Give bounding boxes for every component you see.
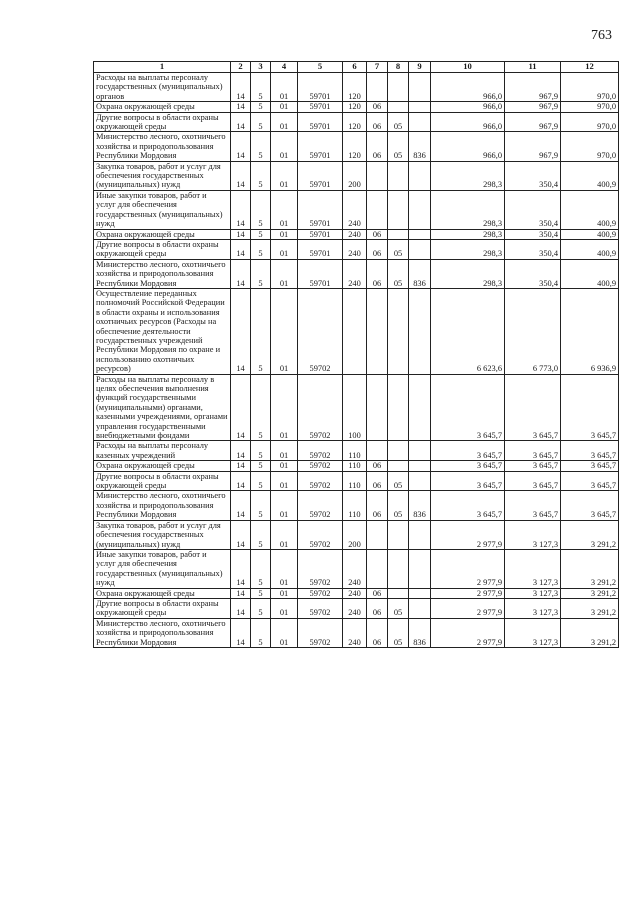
column-header: 9 xyxy=(409,62,431,73)
code-col-3: 5 xyxy=(251,288,271,374)
code-col-2: 14 xyxy=(231,259,251,288)
code-expense-type: 240 xyxy=(343,259,367,288)
column-header: 6 xyxy=(343,62,367,73)
code-target: 59702 xyxy=(298,461,343,471)
code-col-3: 5 xyxy=(251,618,271,647)
code-expense-type: 110 xyxy=(343,471,367,491)
amount-year-2: 3 645,7 xyxy=(505,461,561,471)
code-subsection: 05 xyxy=(388,618,409,647)
amount-year-1: 298,3 xyxy=(431,229,505,239)
item-name: Охрана окружающей среды xyxy=(94,102,231,112)
amount-year-2: 3 645,7 xyxy=(505,441,561,461)
amount-year-1: 298,3 xyxy=(431,161,505,190)
amount-year-1: 2 977,9 xyxy=(431,598,505,618)
code-col-2: 14 xyxy=(231,491,251,520)
amount-year-1: 3 645,7 xyxy=(431,461,505,471)
amount-year-2: 350,4 xyxy=(505,239,561,259)
item-name: Охрана окружающей среды xyxy=(94,229,231,239)
amount-year-3: 970,0 xyxy=(561,132,619,161)
table-row xyxy=(94,618,619,647)
item-name: Министерство лесного, охотничьего хозяйства и природопользования Республики Мордовия xyxy=(94,132,231,161)
code-target: 59701 xyxy=(298,102,343,112)
code-col-3: 5 xyxy=(251,190,271,229)
item-name: Охрана окружающей среды xyxy=(94,461,231,471)
code-col-2: 14 xyxy=(231,239,251,259)
amount-year-1: 6 623,6 xyxy=(431,288,505,374)
code-ministry xyxy=(409,588,431,598)
code-section xyxy=(367,161,388,190)
item-name: Осуществление переданных полномочий Российской Федерации в области охраны и использования охотничьих ресурсов (Расходы на обеспечение деятельности государственных учреждений Республики Мордовия по охране и использованию охотничьих ресурсов) xyxy=(94,288,231,374)
code-ministry xyxy=(409,73,431,102)
code-subsection: 05 xyxy=(388,259,409,288)
code-col-4: 01 xyxy=(271,588,298,598)
amount-year-2: 3 645,7 xyxy=(505,374,561,441)
code-col-3: 5 xyxy=(251,73,271,102)
code-expense-type: 120 xyxy=(343,102,367,112)
column-header: 8 xyxy=(388,62,409,73)
code-expense-type: 240 xyxy=(343,239,367,259)
budget-table xyxy=(93,61,619,648)
code-subsection xyxy=(388,161,409,190)
code-expense-type xyxy=(343,288,367,374)
amount-year-2: 350,4 xyxy=(505,190,561,229)
code-target: 59702 xyxy=(298,520,343,549)
code-target: 59701 xyxy=(298,112,343,132)
amount-year-2: 967,9 xyxy=(505,112,561,132)
item-name: Другие вопросы в области охраны окружающей среды xyxy=(94,239,231,259)
code-col-2: 14 xyxy=(231,374,251,441)
code-subsection xyxy=(388,102,409,112)
item-name: Закупка товаров, работ и услуг для обеспечения государственных (муниципальных) нужд xyxy=(94,161,231,190)
item-name: Закупка товаров, работ и услуг для обеспечения государственных (муниципальных) нужд xyxy=(94,520,231,549)
amount-year-3: 970,0 xyxy=(561,73,619,102)
amount-year-1: 966,0 xyxy=(431,73,505,102)
column-header: 5 xyxy=(298,62,343,73)
table-row xyxy=(94,102,619,112)
table-header-row xyxy=(94,62,619,73)
code-col-3: 5 xyxy=(251,239,271,259)
column-header: 7 xyxy=(367,62,388,73)
amount-year-2: 3 127,3 xyxy=(505,598,561,618)
code-ministry xyxy=(409,239,431,259)
amount-year-3: 970,0 xyxy=(561,112,619,132)
code-col-2: 14 xyxy=(231,288,251,374)
amount-year-1: 966,0 xyxy=(431,132,505,161)
code-col-3: 5 xyxy=(251,259,271,288)
item-name: Министерство лесного, охотничьего хозяйства и природопользования Республики Мордовия xyxy=(94,491,231,520)
amount-year-2: 3 127,3 xyxy=(505,520,561,549)
code-subsection xyxy=(388,374,409,441)
column-header: 10 xyxy=(431,62,505,73)
code-col-3: 5 xyxy=(251,112,271,132)
code-section: 06 xyxy=(367,471,388,491)
table-row xyxy=(94,190,619,229)
item-name: Другие вопросы в области охраны окружающей среды xyxy=(94,471,231,491)
code-target: 59701 xyxy=(298,161,343,190)
code-target: 59701 xyxy=(298,73,343,102)
amount-year-3: 3 645,7 xyxy=(561,471,619,491)
code-col-3: 5 xyxy=(251,102,271,112)
code-col-2: 14 xyxy=(231,102,251,112)
code-col-4: 01 xyxy=(271,441,298,461)
code-subsection xyxy=(388,190,409,229)
code-ministry: 836 xyxy=(409,132,431,161)
amount-year-3: 3 291,2 xyxy=(561,588,619,598)
item-name: Другие вопросы в области охраны окружающей среды xyxy=(94,112,231,132)
code-target: 59701 xyxy=(298,259,343,288)
code-col-2: 14 xyxy=(231,471,251,491)
code-col-2: 14 xyxy=(231,461,251,471)
code-col-4: 01 xyxy=(271,112,298,132)
table-row xyxy=(94,471,619,491)
code-col-4: 01 xyxy=(271,374,298,441)
code-col-4: 01 xyxy=(271,239,298,259)
code-target: 59702 xyxy=(298,588,343,598)
code-expense-type: 240 xyxy=(343,588,367,598)
code-section: 06 xyxy=(367,132,388,161)
code-col-2: 14 xyxy=(231,161,251,190)
code-target: 59702 xyxy=(298,441,343,461)
code-section xyxy=(367,288,388,374)
code-col-4: 01 xyxy=(271,161,298,190)
code-col-2: 14 xyxy=(231,588,251,598)
code-col-2: 14 xyxy=(231,520,251,549)
code-col-2: 14 xyxy=(231,229,251,239)
code-expense-type: 200 xyxy=(343,161,367,190)
amount-year-1: 2 977,9 xyxy=(431,588,505,598)
code-col-3: 5 xyxy=(251,520,271,549)
amount-year-1: 2 977,9 xyxy=(431,520,505,549)
code-section xyxy=(367,520,388,549)
code-col-4: 01 xyxy=(271,190,298,229)
amount-year-3: 400,9 xyxy=(561,229,619,239)
table-row xyxy=(94,588,619,598)
code-col-4: 01 xyxy=(271,461,298,471)
amount-year-3: 3 291,2 xyxy=(561,549,619,588)
amount-year-3: 3 645,7 xyxy=(561,461,619,471)
column-header: 4 xyxy=(271,62,298,73)
table-row xyxy=(94,549,619,588)
code-section xyxy=(367,374,388,441)
code-subsection: 05 xyxy=(388,132,409,161)
code-col-4: 01 xyxy=(271,598,298,618)
table-row xyxy=(94,461,619,471)
code-subsection xyxy=(388,520,409,549)
code-col-3: 5 xyxy=(251,132,271,161)
code-target: 59702 xyxy=(298,598,343,618)
code-section xyxy=(367,190,388,229)
code-expense-type: 120 xyxy=(343,132,367,161)
amount-year-3: 400,9 xyxy=(561,259,619,288)
code-expense-type: 240 xyxy=(343,549,367,588)
code-expense-type: 200 xyxy=(343,520,367,549)
code-target: 59702 xyxy=(298,374,343,441)
amount-year-2: 3 127,3 xyxy=(505,618,561,647)
amount-year-2: 967,9 xyxy=(505,73,561,102)
code-subsection xyxy=(388,229,409,239)
code-subsection: 05 xyxy=(388,598,409,618)
amount-year-1: 298,3 xyxy=(431,190,505,229)
item-name: Иные закупки товаров, работ и услуг для обеспечения государственных (муниципальных) нужд xyxy=(94,190,231,229)
amount-year-2: 6 773,0 xyxy=(505,288,561,374)
code-section: 06 xyxy=(367,239,388,259)
code-expense-type: 110 xyxy=(343,441,367,461)
amount-year-1: 298,3 xyxy=(431,259,505,288)
table-row xyxy=(94,491,619,520)
code-target: 59702 xyxy=(298,471,343,491)
item-name: Министерство лесного, охотничьего хозяйства и природопользования Республики Мордовия xyxy=(94,618,231,647)
table-row xyxy=(94,259,619,288)
amount-year-1: 2 977,9 xyxy=(431,549,505,588)
amount-year-2: 350,4 xyxy=(505,161,561,190)
column-header: 2 xyxy=(231,62,251,73)
code-expense-type: 240 xyxy=(343,598,367,618)
code-ministry xyxy=(409,374,431,441)
table-row xyxy=(94,73,619,102)
code-subsection xyxy=(388,73,409,102)
code-col-2: 14 xyxy=(231,190,251,229)
amount-year-3: 400,9 xyxy=(561,190,619,229)
amount-year-1: 2 977,9 xyxy=(431,618,505,647)
amount-year-3: 3 291,2 xyxy=(561,618,619,647)
column-header: 11 xyxy=(505,62,561,73)
code-col-3: 5 xyxy=(251,491,271,520)
code-section xyxy=(367,441,388,461)
code-ministry: 836 xyxy=(409,491,431,520)
amount-year-2: 3 645,7 xyxy=(505,491,561,520)
code-subsection xyxy=(388,549,409,588)
code-target: 59701 xyxy=(298,132,343,161)
code-expense-type: 240 xyxy=(343,190,367,229)
code-target: 59702 xyxy=(298,491,343,520)
item-name: Охрана окружающей среды xyxy=(94,588,231,598)
code-section: 06 xyxy=(367,461,388,471)
amount-year-2: 350,4 xyxy=(505,229,561,239)
code-section: 06 xyxy=(367,491,388,520)
code-col-3: 5 xyxy=(251,441,271,461)
code-section: 06 xyxy=(367,259,388,288)
code-subsection xyxy=(388,288,409,374)
table-row xyxy=(94,288,619,374)
code-expense-type: 240 xyxy=(343,618,367,647)
code-col-4: 01 xyxy=(271,491,298,520)
code-col-4: 01 xyxy=(271,73,298,102)
amount-year-1: 3 645,7 xyxy=(431,374,505,441)
code-ministry xyxy=(409,112,431,132)
table-row xyxy=(94,239,619,259)
item-name: Другие вопросы в области охраны окружающей среды xyxy=(94,598,231,618)
table-row xyxy=(94,520,619,549)
code-section: 06 xyxy=(367,229,388,239)
amount-year-2: 967,9 xyxy=(505,102,561,112)
amount-year-1: 3 645,7 xyxy=(431,471,505,491)
column-header: 3 xyxy=(251,62,271,73)
code-expense-type: 110 xyxy=(343,461,367,471)
column-header: 1 xyxy=(94,62,231,73)
code-section: 06 xyxy=(367,598,388,618)
code-col-3: 5 xyxy=(251,374,271,441)
code-target: 59702 xyxy=(298,549,343,588)
code-col-2: 14 xyxy=(231,441,251,461)
amount-year-2: 3 127,3 xyxy=(505,588,561,598)
code-subsection: 05 xyxy=(388,239,409,259)
item-name: Расходы на выплаты персоналу государственных (муниципальных) органов xyxy=(94,73,231,102)
amount-year-3: 3 645,7 xyxy=(561,491,619,520)
code-ministry xyxy=(409,461,431,471)
amount-year-3: 970,0 xyxy=(561,102,619,112)
code-ministry: 836 xyxy=(409,618,431,647)
code-section: 06 xyxy=(367,102,388,112)
code-col-4: 01 xyxy=(271,259,298,288)
code-col-3: 5 xyxy=(251,598,271,618)
table-row xyxy=(94,441,619,461)
amount-year-1: 3 645,7 xyxy=(431,441,505,461)
table-row xyxy=(94,374,619,441)
code-target: 59701 xyxy=(298,229,343,239)
code-col-2: 14 xyxy=(231,618,251,647)
table-row xyxy=(94,598,619,618)
code-col-2: 14 xyxy=(231,132,251,161)
code-section: 06 xyxy=(367,618,388,647)
code-col-2: 14 xyxy=(231,112,251,132)
amount-year-2: 350,4 xyxy=(505,259,561,288)
code-ministry xyxy=(409,229,431,239)
code-expense-type: 120 xyxy=(343,112,367,132)
code-col-2: 14 xyxy=(231,549,251,588)
table-row xyxy=(94,161,619,190)
table-row xyxy=(94,112,619,132)
amount-year-1: 966,0 xyxy=(431,112,505,132)
code-col-4: 01 xyxy=(271,471,298,491)
code-subsection: 05 xyxy=(388,491,409,520)
code-target: 59701 xyxy=(298,239,343,259)
code-ministry xyxy=(409,598,431,618)
code-section xyxy=(367,73,388,102)
code-target: 59702 xyxy=(298,288,343,374)
code-ministry xyxy=(409,520,431,549)
column-header: 12 xyxy=(561,62,619,73)
code-col-4: 01 xyxy=(271,288,298,374)
amount-year-3: 3 291,2 xyxy=(561,520,619,549)
code-col-3: 5 xyxy=(251,471,271,491)
code-expense-type: 120 xyxy=(343,73,367,102)
item-name: Расходы на выплаты персоналу казенных учреждений xyxy=(94,441,231,461)
code-col-4: 01 xyxy=(271,618,298,647)
code-col-3: 5 xyxy=(251,461,271,471)
amount-year-2: 3 645,7 xyxy=(505,471,561,491)
table-row xyxy=(94,229,619,239)
code-ministry xyxy=(409,471,431,491)
code-col-3: 5 xyxy=(251,229,271,239)
code-ministry xyxy=(409,161,431,190)
code-target: 59702 xyxy=(298,618,343,647)
code-col-2: 14 xyxy=(231,73,251,102)
code-expense-type: 110 xyxy=(343,491,367,520)
item-name: Министерство лесного, охотничьего хозяйства и природопользования Республики Мордовия xyxy=(94,259,231,288)
code-col-2: 14 xyxy=(231,598,251,618)
code-ministry xyxy=(409,288,431,374)
amount-year-1: 298,3 xyxy=(431,239,505,259)
code-col-3: 5 xyxy=(251,549,271,588)
code-ministry xyxy=(409,190,431,229)
amount-year-3: 3 645,7 xyxy=(561,374,619,441)
code-expense-type: 100 xyxy=(343,374,367,441)
code-ministry xyxy=(409,441,431,461)
amount-year-3: 400,9 xyxy=(561,161,619,190)
code-subsection xyxy=(388,588,409,598)
code-expense-type: 240 xyxy=(343,229,367,239)
code-subsection xyxy=(388,461,409,471)
amount-year-3: 3 291,2 xyxy=(561,598,619,618)
code-subsection xyxy=(388,441,409,461)
code-col-4: 01 xyxy=(271,229,298,239)
item-name: Иные закупки товаров, работ и услуг для обеспечения государственных (муниципальных) нужд xyxy=(94,549,231,588)
code-col-4: 01 xyxy=(271,549,298,588)
item-name: Расходы на выплаты персоналу в целях обеспечения выполнения функций государственными (муниципальными) органами, казенными учреждениями, органами управления государственными внебюджетными фондами xyxy=(94,374,231,441)
code-section xyxy=(367,549,388,588)
code-ministry xyxy=(409,549,431,588)
code-col-4: 01 xyxy=(271,132,298,161)
code-col-4: 01 xyxy=(271,102,298,112)
code-col-3: 5 xyxy=(251,588,271,598)
code-section: 06 xyxy=(367,588,388,598)
code-section: 06 xyxy=(367,112,388,132)
code-col-3: 5 xyxy=(251,161,271,190)
code-target: 59701 xyxy=(298,190,343,229)
amount-year-3: 3 645,7 xyxy=(561,441,619,461)
amount-year-1: 3 645,7 xyxy=(431,491,505,520)
table-row xyxy=(94,132,619,161)
amount-year-1: 966,0 xyxy=(431,102,505,112)
code-ministry xyxy=(409,102,431,112)
amount-year-3: 6 936,9 xyxy=(561,288,619,374)
amount-year-2: 3 127,3 xyxy=(505,549,561,588)
code-col-4: 01 xyxy=(271,520,298,549)
code-subsection: 05 xyxy=(388,471,409,491)
amount-year-2: 967,9 xyxy=(505,132,561,161)
code-subsection: 05 xyxy=(388,112,409,132)
code-ministry: 836 xyxy=(409,259,431,288)
amount-year-3: 400,9 xyxy=(561,239,619,259)
page-number: 763 xyxy=(591,28,612,43)
